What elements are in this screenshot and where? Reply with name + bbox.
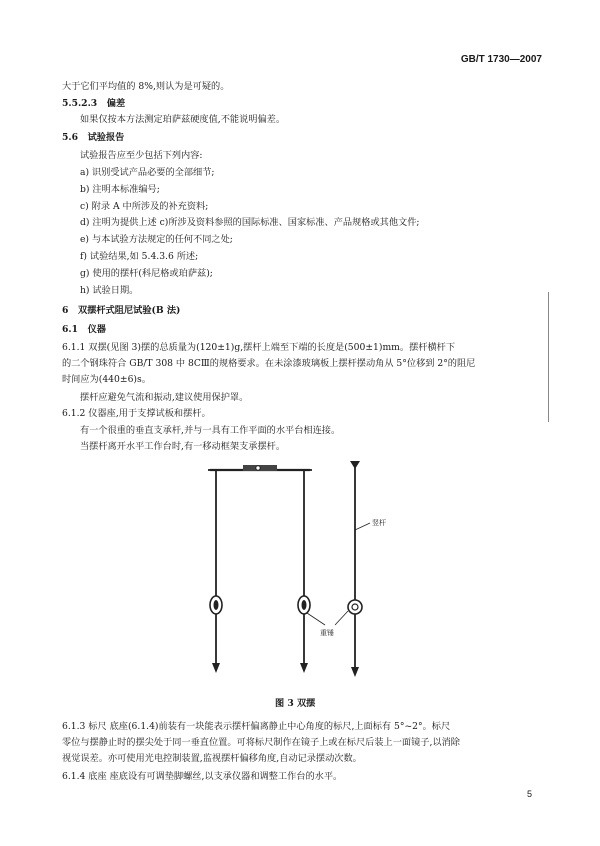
body-line: 时间应为(440±6)s。 <box>62 374 151 385</box>
body-line: 当摆杆离开水平工作台时,有一移动框架支承摆杆。 <box>80 441 286 452</box>
body-line: 摆杆应避免气流和振动,建议使用保护罩。 <box>80 392 249 403</box>
list-item: g) 使用的摆杆(科尼格或珀萨兹); <box>80 268 213 279</box>
body-line: 视觉误差。亦可使用光电控制装置,监视摆杆偏移角度,自动记录摆动次数。 <box>62 753 362 764</box>
left-rod-tip <box>212 663 220 673</box>
list-item: c) 附录 A 中所涉及的补充资料; <box>80 201 209 212</box>
side-weight-hub <box>352 604 358 610</box>
body-line: 有一个很重的垂直支承杆,并与一具有工作平面的水平台相连接。 <box>80 425 341 436</box>
label-rod: 竖杆 <box>372 519 386 527</box>
page-number: 5 <box>527 789 533 799</box>
list-item: f) 试验结果,如 5.4.3.6 所述; <box>80 251 199 262</box>
section-number: 6.1 <box>62 324 78 335</box>
body-line: 零位与摆静止时的摆尖处于同一垂直位置。可将标尺制作在镜子上或在标尺后装上一面镜子,以消除 <box>62 737 460 748</box>
section-title: 仪器 <box>87 324 106 335</box>
left-weight-core <box>214 600 219 610</box>
chapter-heading <box>62 304 180 317</box>
section-heading <box>62 323 106 336</box>
rod-leader <box>355 523 370 530</box>
side-rod-tip <box>351 667 359 677</box>
label-ball: 重锤 <box>320 629 334 637</box>
section-number: 6 <box>62 305 69 316</box>
section-heading <box>62 97 125 110</box>
list-item: h) 试验日期。 <box>80 285 139 296</box>
double-pendulum-figure <box>190 455 410 690</box>
body-line: 试验报告应至少包括下列内容: <box>80 150 203 161</box>
ball-leader-2 <box>335 611 348 625</box>
section-title: 试验报告 <box>87 132 125 143</box>
figure-caption: 图 3 双摆 <box>275 698 316 709</box>
body-line: 6.1.4 底座 座底设有可调垫脚螺丝,以支承仪器和调整工作台的水平。 <box>62 771 343 782</box>
list-item: d) 注明为提供上述 c)所涉及资料参照的国际标准、国家标准、产品规格或其他文件; <box>80 217 420 228</box>
section-number: 5.5.2.3 <box>62 98 98 109</box>
body-line: 大于它们平均值的 8%,则认为是可疑的。 <box>62 81 230 92</box>
body-line: 6.1.1 双摆(见图 3)摆的总质量为(120±1)g,摆杆上端至下端的长度是(500±1)mm。摆杆横杆下 <box>62 342 456 353</box>
section-title: 偏差 <box>106 98 126 109</box>
margin-line <box>548 292 549 422</box>
pivot-ball <box>256 466 260 470</box>
body-line: 的二个钢珠符合 GB/T 308 中 8CⅢ的规格要求。在未涂漆玻璃板上摆杆摆动角从 5°位移到 2°的阻尼 <box>62 358 476 369</box>
right-weight-core <box>302 600 307 610</box>
list-item: e) 与本试验方法规定的任何不同之处; <box>80 234 233 245</box>
standard-code: GB/T 1730—2007 <box>460 54 542 65</box>
body-line: 如果仅按本方法测定珀萨兹硬度值,不能说明偏差。 <box>80 114 286 125</box>
right-rod-tip <box>300 663 308 673</box>
section-heading <box>62 131 124 144</box>
section-number: 5.6 <box>62 132 78 143</box>
body-line: 6.1.2 仪器座,用于支撑试板和摆杆。 <box>62 408 211 419</box>
side-rod-top <box>350 461 360 469</box>
body-line: 6.1.3 标尺 底座(6.1.4)前装有一块能表示摆杆偏离静止中心角度的标尺,上面标有 5°~2°。标尺 <box>62 721 451 732</box>
section-title: 双摆杆式阻尼试验(B 法) <box>78 305 181 316</box>
list-item: b) 注明本标准编号; <box>80 184 160 195</box>
ball-leader-1 <box>307 613 325 625</box>
list-item: a) 识别受试产品必要的全部细节; <box>80 167 215 178</box>
